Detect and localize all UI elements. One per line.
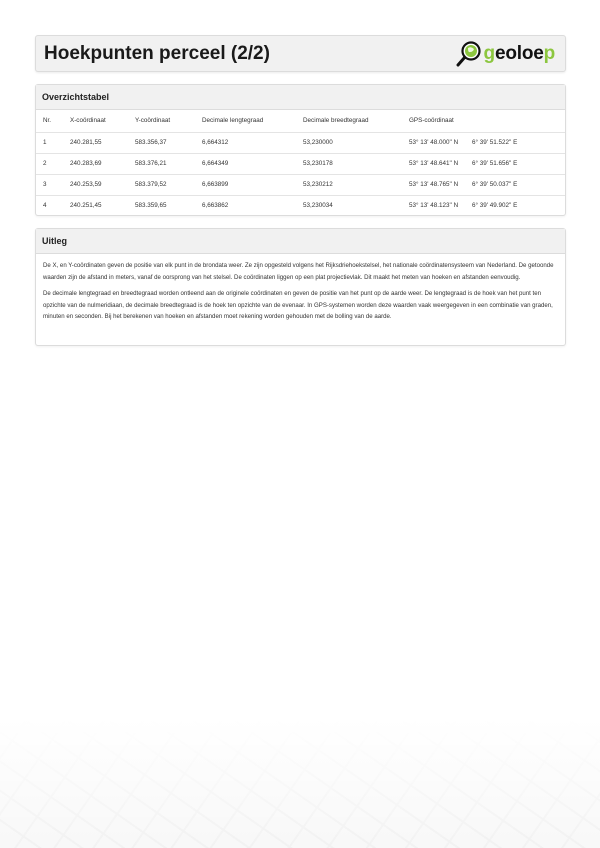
table-header-row <box>36 110 565 132</box>
cell-gps <box>409 132 565 153</box>
cell-nr: 4 <box>43 202 47 210</box>
cell-y: 583.356,37 <box>135 139 167 146</box>
uitleg-heading: Uitleg <box>36 229 565 254</box>
cell-y: 583.379,52 <box>135 181 167 188</box>
table-row <box>36 153 565 174</box>
column-header-x: X-coördinaat <box>70 117 106 125</box>
cell-gps-n: 53° 13' 48.000'' N <box>409 139 459 146</box>
cell-lon: 6,663899 <box>202 181 229 188</box>
background-map-pattern <box>0 718 600 848</box>
cell-x: 240.251,45 <box>70 202 102 210</box>
page-header <box>35 35 566 72</box>
cell-gps-e: 6° 39' 51.656'' E <box>472 160 518 167</box>
uitleg-paragraph: De decimale lengtegraad en breedtegraad worden ontleend aan de originele coördinaten en geven de positie van het punt op de aarde weer. De lengtegraad is de hoek van het punt ten opzichte van de nulmeridiaan, de decimale breedtegraad is de hoek ten opzichte van de evenaar. In GPS-systemen worden deze waarden vaak weergegeven in een combinatie van graden, minuten en seconden. Bij het berekenen van hoeken en afstanden moet rekening worden gehouden met de bolling van de aarde. <box>43 290 553 320</box>
cell-gps-n: 53° 13' 48.765'' N <box>409 181 459 188</box>
cell-lon: 6,664312 <box>202 139 229 146</box>
uitleg-body <box>36 254 565 323</box>
cell-gps <box>409 174 565 195</box>
cell-y: 583.359,65 <box>135 202 167 210</box>
overzichtstabel-heading: Overzichtstabel <box>36 85 565 110</box>
cell-lat: 53,230212 <box>303 181 333 188</box>
page-title: Hoekpunten perceel (2/2) <box>44 43 270 64</box>
cell-x: 240.283,69 <box>70 160 102 167</box>
geoloep-logo <box>456 40 555 68</box>
uitleg-paragraph: De X, en Y-coördinaten geven de positie van elk punt in de brondata weer. Ze zijn opgesteld volgens het Rijksdriehoekstelsel, het nationale coördinatensysteem van Nederland. De getoonde waarden zijn de afstand in meters, vanaf de oorsprong van het stelsel. De coördinaten liggen op een plat projectievlak. Dit maakt het meten van hoeken en afstanden eenvoudig. <box>43 262 554 281</box>
cell-lon: 6,664349 <box>202 160 229 167</box>
cell-nr: 3 <box>43 181 47 188</box>
magnifier-icon <box>456 40 482 68</box>
column-header-lat: Decimale breedtegraad <box>303 117 369 125</box>
cell-gps <box>409 153 565 174</box>
column-header-lon: Decimale lengtegraad <box>202 117 264 125</box>
cell-nr: 1 <box>43 139 47 146</box>
table-row <box>36 195 565 216</box>
cell-gps-e: 6° 39' 51.522'' E <box>472 139 518 146</box>
cell-gps-n: 53° 13' 48.641'' N <box>409 160 459 167</box>
cell-gps-n: 53° 13' 48.123'' N <box>409 202 459 210</box>
column-header-y: Y-coördinaat <box>135 117 171 125</box>
cell-gps-e: 6° 39' 50.037'' E <box>472 181 518 188</box>
cell-gps <box>409 195 565 216</box>
column-header-gps: GPS-coördinaat <box>409 117 454 125</box>
cell-lat: 53,230178 <box>303 160 333 167</box>
cell-gps-e: 6° 39' 49.902'' E <box>472 202 518 210</box>
uitleg-panel <box>35 228 566 346</box>
table-row <box>36 132 565 153</box>
logo-text: geoloep <box>483 43 555 64</box>
coordinates-table <box>36 110 565 216</box>
table-row <box>36 174 565 195</box>
cell-x: 240.281,55 <box>70 139 102 146</box>
cell-y: 583.376,21 <box>135 160 167 167</box>
cell-lat: 53,230034 <box>303 202 333 210</box>
cell-lat: 53,230000 <box>303 139 333 146</box>
cell-lon: 6,663862 <box>202 202 229 210</box>
column-header-nr: Nr. <box>43 117 52 125</box>
cell-nr: 2 <box>43 160 47 167</box>
cell-x: 240.253,59 <box>70 181 102 188</box>
overzichtstabel-panel <box>35 84 566 216</box>
